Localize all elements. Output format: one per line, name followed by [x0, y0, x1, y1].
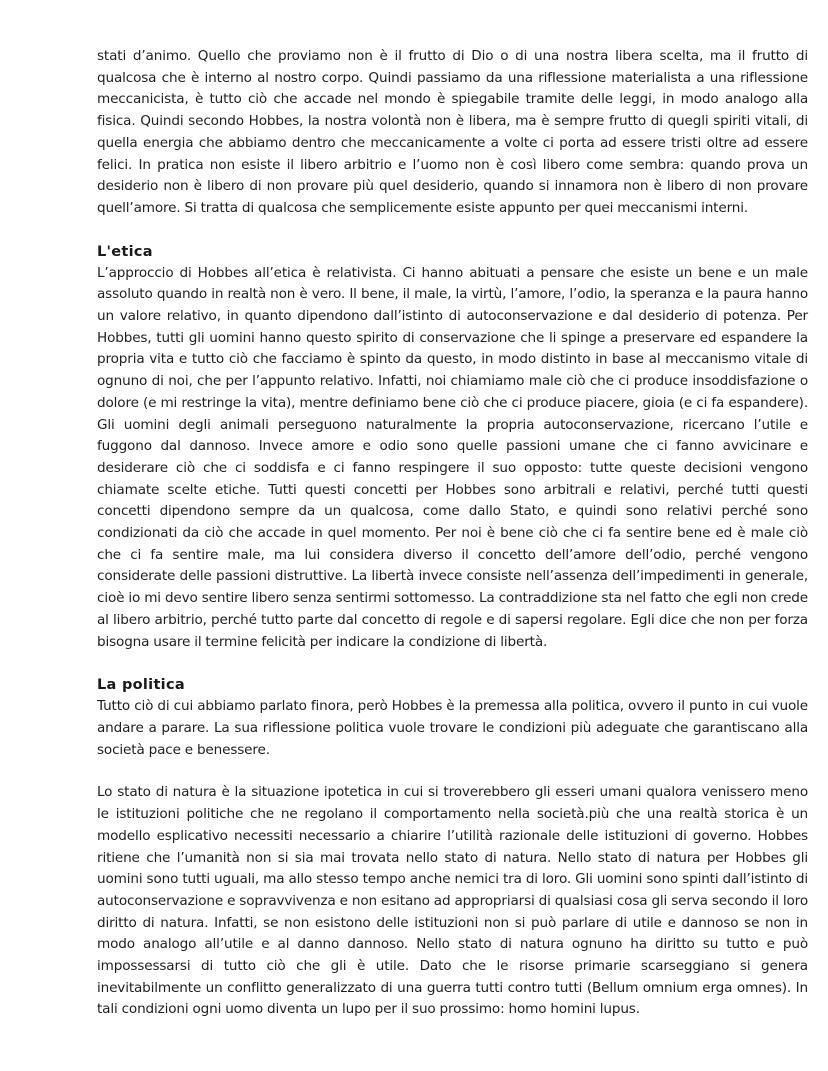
intro-paragraph: stati d’animo. Quello che proviamo non è il frutto di Dio o di una nostra libera scelta, ma il frutto di qualcosa che è interno al nostro corpo. Quindi passiamo da una riflessione materialista a una riflessione meccanicista, è tutto ciò che accade nel mondo è spiegabile tramite delle leggi, in modo analogo alla fisica. Quindi secondo Hobbes, la nostra volontà non è libera, ma è sempre frutto di quegli spiriti vitali, di quella energia che abbiamo dentro che meccanicamente a volte ci porta ad essere tristi oltre ad essere felici. In pratica non esiste il libero arbitrio e l’uomo non è così libero come sembra: quando prova un desiderio non è libero di non provare più quel desiderio, quando si innamora non è libero di non provare quell’amore. Si tratta di qualcosa che semplicemente esiste appunto per quei meccanismi interni.: [97, 48, 808, 216]
politica-paragraph-1: Tutto ciò di cui abbiamo parlato finora, però Hobbes è la premessa alla politica, ovvero il punto in cui vuole andare a parare. La sua riflessione politica vuole trovare le condizioni più adeguate che garantiscano alla società pace e benessere.: [97, 698, 808, 758]
etica-heading: L'etica: [97, 243, 153, 260]
politica-paragraph-2: Lo stato di natura è la situazione ipotetica in cui si troverebbero gli esseri umani qualora venissero meno le istituzioni politiche che ne regolano il comportamento nella società.più che una realtà storica è un modello esplicativo necessiti necessario a chiarire l’utilità razionale delle istituzioni di governo. Hobbes ritiene che l’umanità non si sia mai trovata nello stato di natura. Nello stato di natura per Hobbes gli uomini sono tutti uguali, ma allo stesso tempo anche nemici tra di loro. Gli uomini sono spinti dall’istinto di autoconservazione e sopravvivenza e non esitano ad appropriarsi di qualsiasi cosa gli serva secondo il loro diritto di natura. Infatti, se non esistono delle istituzioni non si può parlare di utile e dannoso se non in modo analogo all’utile e al danno dannoso. Nello stato di natura ognuno ha diritto su tutto e può impossessarsi di tutto ciò che gli è utile. Dato che le risorse primarie scarseggiano si genera inevitabilmente un conflitto generalizzato di una guerra tutti contro tutti (Bellum omnium erga omnes). In tali condizioni ogni uomo diventa un lupo per il suo prossimo: homo homini lupus.: [97, 784, 808, 1018]
document-page: [97, 46, 808, 1021]
etica-paragraph: L’approccio di Hobbes all’etica è relativista. Ci hanno abituati a pensare che esiste un bene e un male assoluto quando in realtà non è vero. Il bene, il male, la virtù, l’amore, l’odio, la speranza e la paura hanno un valore relativo, in quanto dipendono dall’istinto di autoconservazione e dal desiderio di potenza. Per Hobbes, tutti gli uomini hanno questo spirito di conservazione che li spinge a preservare ed espandere la propria vita e tutto ciò che facciamo è spinto da questo, in modo distinto in base al meccanismo vitale di ognuno di noi, che per l’appunto relativo. Infatti, noi chiamiamo male ciò che ci produce insoddisfazione o dolore (e mi restringe la vita), mentre definiamo bene ciò che ci produce piacere, gioia (e ci fa espandere). Gli uomini degli animali perseguono naturalmente la propria autoconservazione, ricercano l’utile e fuggono dal dannoso. Invece amore e odio sono quelle passioni umane che ci fanno avvicinare e desiderare ciò che ci soddisfa e ci fanno respingere il suo opposto: tutte queste decisioni vengono chiamate scelte etiche. Tutti questi concetti per Hobbes sono arbitrali e relativi, perché tutti questi concetti dipendono sempre da un qualcosa, come dallo Stato, e quindi sono relativi perché sono condizionati da ciò che accade in quel momento. Per noi è bene ciò che ci fa sentire bene ed è male ciò che ci fa sentire male, ma lui considera diverso il concetto dell’amore dell’odio, perché vengono considerate delle passioni distruttive. La libertà invece consiste nell’assenza dell’impedimenti in generale, cioè io mi devo sentire libero senza sentirmi sottomesso. La contraddizione sta nel fatto che egli non crede al libero arbitrio, perché tutto parte dal concetto di regole e di sapersi regolare. Egli dice che non per forza bisogna usare il termine felicità per indicare la condizione di libertà.: [97, 264, 808, 650]
politica-heading: La politica: [97, 677, 185, 694]
